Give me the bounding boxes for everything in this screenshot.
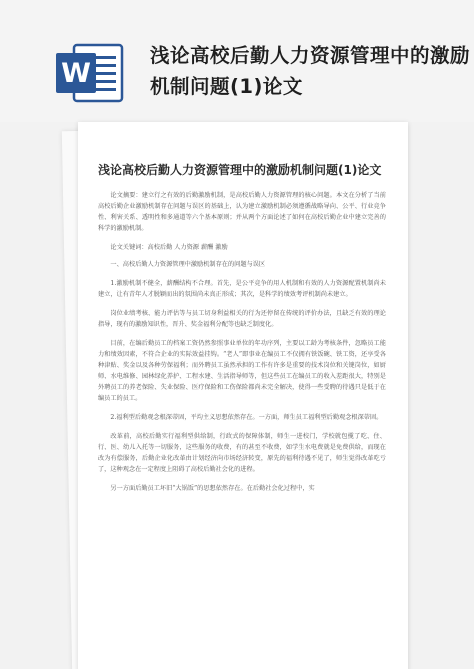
document-heading: 浅论高校后勤人力资源管理中的激励机制问题(1)论文 [150,44,471,98]
word-document-icon [56,41,124,105]
svg-text:W: W [61,58,91,89]
paper-title: 浅论高校后勤人力资源管理中的激励机制问题(1)论文 [98,163,382,177]
body-paragraph: 2.福利型后勤观念根深蒂固，平均主义思想依然存在。一方面，师生员工福利型后勤观念根深蒂固。 [110,414,383,421]
body-paragraph: 目前，在编后勤员工的档案工资仍然参照事业单位的年功序列，主要以工龄为考核条件，忽略员工能力和绩效因素，不符合企业的实际效益挂钩。“老人”即事业在编员工不仅拥有铁饭碗、铁工资，还享受各种津贴、奖金以及各种劳保福利；而外聘员工虽然承担的工作有许多是重要的技术岗位和关键岗位，如厨师、水电维修、园林绿化养护、工程水建、生活指导师等，但这些员工在编员工的收入差距很大，特别是外聘员工的养老保险、失业保险、医疗保险和工伤保险都尚未完全解决，使得一些受聘的待遇只是低于在编员工的员工。 [98,340,386,402]
keywords-paragraph: 论文关键词：高校后勤 人力资源 薪酬 激励 [110,244,228,251]
abstract-paragraph: 论文摘要：建立行之有效的后勤激励机制，是高校后勤人力资源管理的核心问题。本文在分析了当前高校后勤企业激励机制存在问题与误区的基础上，认为建立激励机制必须遵循战略导向、公平、行业竞争性、利害关系、透明性和多通道等六个基本原则；并从两个方面论述了如何在高校后勤企业中建立完善的科学的激励机制。 [98,192,386,232]
document-page [78,122,408,669]
body-paragraph: 岗位业绩考核、能力评估等与员工切身利益相关的行为还停留在传统的评价办法，且缺乏有效的理论指导，现有的激励知识性，晋升、奖金福利分配等也缺乏制度化。 [98,310,386,328]
body-paragraph: 1.激励机制不健全，薪酬结构不合理。首先，是公平竞争的用人机制和有效的人力资源配置机制尚未建立，让有青年人才脱颖而出的氛围尚未真正形成；其次，是科学的绩效考评机制尚未建立。 [98,280,386,298]
section-heading: 一、高校后勤人力资源管理中激励机制存在的问题与误区 [110,261,266,268]
document-header [0,0,474,122]
body-paragraph: 改革前，高校后勤实行福利型供给制，行政式的保障体制，师生一进校门，学校就包揽了吃、住、行、医、幼儿入托等一切服务，这些服务的收费，有的甚至不收费，如学生水电费就是免费供给，而现在改为有偿服务，后勤企业化改革由计划经济向市场经济转变，原先的福利待遇不见了，师生觉得改革吃亏了，这种观念在一定程度上阻碍了高校后勤社会化的进程。 [98,433,386,473]
body-paragraph: 另一方面后勤员工坏旧“大锅饭”的思想依然存在。在后勤社会化过程中，实 [110,485,315,492]
